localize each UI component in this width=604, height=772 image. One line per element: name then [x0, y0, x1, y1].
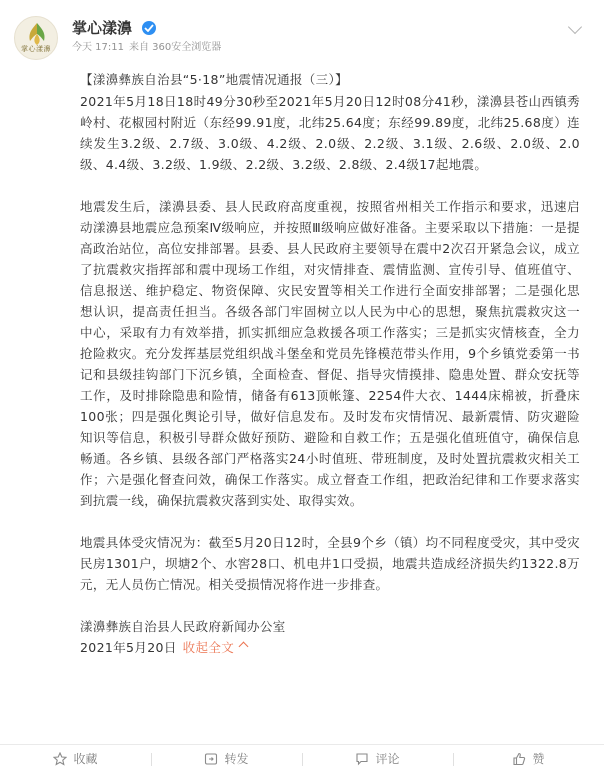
action-toolbar: [0, 744, 604, 772]
like-icon: [512, 752, 526, 766]
post-time: 今天 17:11: [72, 42, 124, 53]
date-row: [80, 637, 580, 658]
comment-button[interactable]: [302, 745, 453, 772]
signature: 漾濞彝族自治县人民政府新闻办公室: [80, 619, 286, 634]
paragraph-3: 地震具体受灾情况为：截至5月20日12时，全县9个乡（镇）均不同程度受灾，其中受灾民房1301户，坝塘2个、水窖28口、机电井1口受损，地震共造成经济损失约1322.8万元，无人员伤亡情况。相关受损情况将作进一步排查。: [80, 535, 580, 592]
chevron-down-icon[interactable]: [568, 20, 582, 34]
comment-label: 评论: [375, 752, 400, 766]
post-header: [14, 14, 594, 66]
verified-icon: [142, 21, 156, 35]
repost-label: 转发: [224, 752, 249, 766]
avatar[interactable]: [14, 16, 58, 60]
repost-button[interactable]: [151, 745, 302, 772]
avatar-label: 掌心漾濞: [21, 45, 51, 53]
account-name-row: [72, 18, 156, 38]
paragraph-1: 2021年5月18日18时49分30秒至2021年5月20日12时08分41秒，漾濞县苍山西镇秀岭村、花椒园村附近（东经99.91度，北纬25.64度；东经99.89度，北纬25.68度）连续发生3.2级、2.7级、3.0级、4.2级、2.0级、2.2级、3.1级、2.6级、2.0级、2.0级、4.4级、3.2级、1.9级、2.2级、3.2级、2.8级、2.4级17起地震。: [80, 94, 580, 172]
post-source: 来自 360安全浏览器: [129, 42, 222, 53]
post-body: [80, 69, 580, 658]
post-date: 2021年5月20日: [80, 640, 177, 655]
like-label: 赞: [532, 752, 545, 766]
post-title: 【漾濞彝族自治县“5·18”地震情况通报（三）】: [80, 72, 348, 87]
comment-icon: [355, 752, 369, 766]
collapse-button[interactable]: 收起全文: [182, 640, 235, 655]
favorite-button[interactable]: [0, 745, 151, 772]
repost-icon: [204, 752, 218, 766]
favorite-label: 收藏: [73, 752, 98, 766]
paragraph-2: 地震发生后，漾濞县委、县人民政府高度重视，按照省州相关工作指示和要求，迅速启动漾濞县地震应急预案Ⅳ级响应，并按照Ⅲ级响应做好准备。主要采取以下措施：一是提高政治站位，高位安排部署。县委、县人民政府主要领导在震中2次召开紧急会议，成立了抗震救灾指挥部和震中现场工作组，对灾情排查、震情监测、宣传引导、值班值守、信息报送、维护稳定、物资保障、灾民安置等相关工作进行全面安排部署；二是强化思想认识，提高责任担当。各级各部门牢固树立以人民为中心的思想，聚焦抗震救灾这一中心，采取有力有效举措，抓实抓细应急救援各项工作落实；三是抓实灾情核查，全力抢险救灾。充分发挥基层党组织战斗堡垒和党员先锋模范带头作用，9个乡镇党委第一书记和县级挂钩部门下沉乡镇，全面检查、督促、指导灾情摸排、隐患处置、群众安抚等工作，及时排除隐患和险情，储备有613顶帐篷、2254件大衣、1444床棉被，折叠床100张；四是强化舆论引导，做好信息发布。及时发布灾情情况、最新震情、防灾避险知识等信息，积极引导群众做好预防、避险和自救工作；五是强化值班值守，确保信息畅通。各乡镇、县级各部门严格落实24小时值班、带班制度，及时处置抗震救灾相关工作；六是强化督查问效，确保工作落实。成立督查工作组，把政治纪律和工作要求落实到抗震一线，确保抗震救灾落到实处、取得实效。: [80, 199, 580, 508]
post-meta: [72, 41, 221, 55]
favorite-icon: [53, 752, 67, 766]
account-name[interactable]: 掌心漾濞: [72, 19, 133, 37]
chevron-up-icon[interactable]: [239, 642, 249, 652]
like-button[interactable]: [453, 745, 604, 772]
